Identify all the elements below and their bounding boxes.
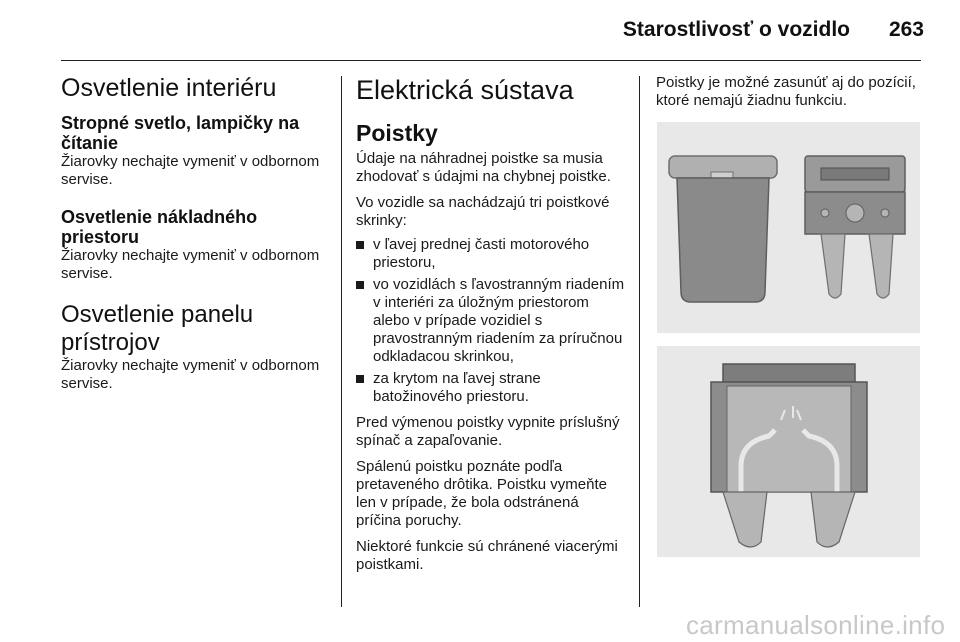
fuse-pair-icon xyxy=(657,122,920,333)
subheading-cargo-light: Osvetlenie nákladného priestoru xyxy=(61,207,258,247)
fuse-illustration-top xyxy=(657,122,920,333)
blown-fuse-icon xyxy=(657,346,920,557)
paragraph: Údaje na náhradnej poistke sa musia zhodovať s údajmi na chybnej poistke. xyxy=(356,150,611,185)
bullet-icon xyxy=(356,281,364,289)
list-item: v ľavej prednej časti motorového priestoru, xyxy=(356,236,626,272)
column-divider-2 xyxy=(639,76,640,607)
paragraph: Pred výmenou poistky vypnite príslušný spínač a zapaľovanie. xyxy=(356,414,620,449)
column-3 xyxy=(656,74,931,110)
list-item: vo vozidlách s ľavostranným riadením v interiéri za úložným priestorom alebo v prípade vozidiel s pravostranným riadením za príručnou odkladacou skrinkou, xyxy=(356,276,626,366)
fuse-front-view-icon xyxy=(805,156,905,298)
paragraph: Poistky je možné zasunúť aj do pozícií, ktoré nemajú žiadnu funkciu. xyxy=(656,74,916,109)
paragraph: Žiarovky nechajte vymeniť v odbornom servise. xyxy=(61,153,320,188)
section-heading-interior-lighting: Osvetlenie interiéru xyxy=(61,74,277,102)
paragraph: Žiarovky nechajte vymeniť v odbornom servise. xyxy=(61,247,320,282)
column-2 xyxy=(356,74,626,574)
fuse-box-list xyxy=(356,236,626,406)
paragraph: Vo vozidle sa nachádzajú tri poistkové skrinky: xyxy=(356,194,610,229)
section-heading-instrument-panel: Osvetlenie panelu prístrojov xyxy=(61,301,254,356)
page-number: 263 xyxy=(888,18,924,41)
subheading-ceiling-light: Stropné svetlo, lampičky na čítanie xyxy=(61,113,300,153)
list-item: za krytom na ľavej strane batožinového priestoru. xyxy=(356,370,626,406)
paragraph: Niektoré funkcie sú chránené viacerými poistkami. xyxy=(356,538,618,573)
paragraph: Žiarovky nechajte vymeniť v odbornom servise. xyxy=(61,357,320,392)
paragraph: Spálenú poistku poznáte podľa pretaveného drôtika. Poistku vymeňte len v prípade, že bola odstránená príčina poruchy. xyxy=(356,458,607,529)
column-divider-1 xyxy=(341,76,342,607)
fuse-illustration-bottom xyxy=(657,346,920,557)
header-rule xyxy=(61,60,921,61)
watermark: carmanualsonline.info xyxy=(686,610,946,640)
subheading-fuses: Poistky xyxy=(356,120,438,146)
bullet-icon xyxy=(356,241,364,249)
header-title: Starostlivosť o vozidlo xyxy=(622,18,850,41)
section-heading-electrical-system: Elektrická sústava xyxy=(356,75,574,105)
bullet-icon xyxy=(356,375,364,383)
column-1 xyxy=(61,74,333,393)
fuse-side-view-icon xyxy=(669,156,777,302)
